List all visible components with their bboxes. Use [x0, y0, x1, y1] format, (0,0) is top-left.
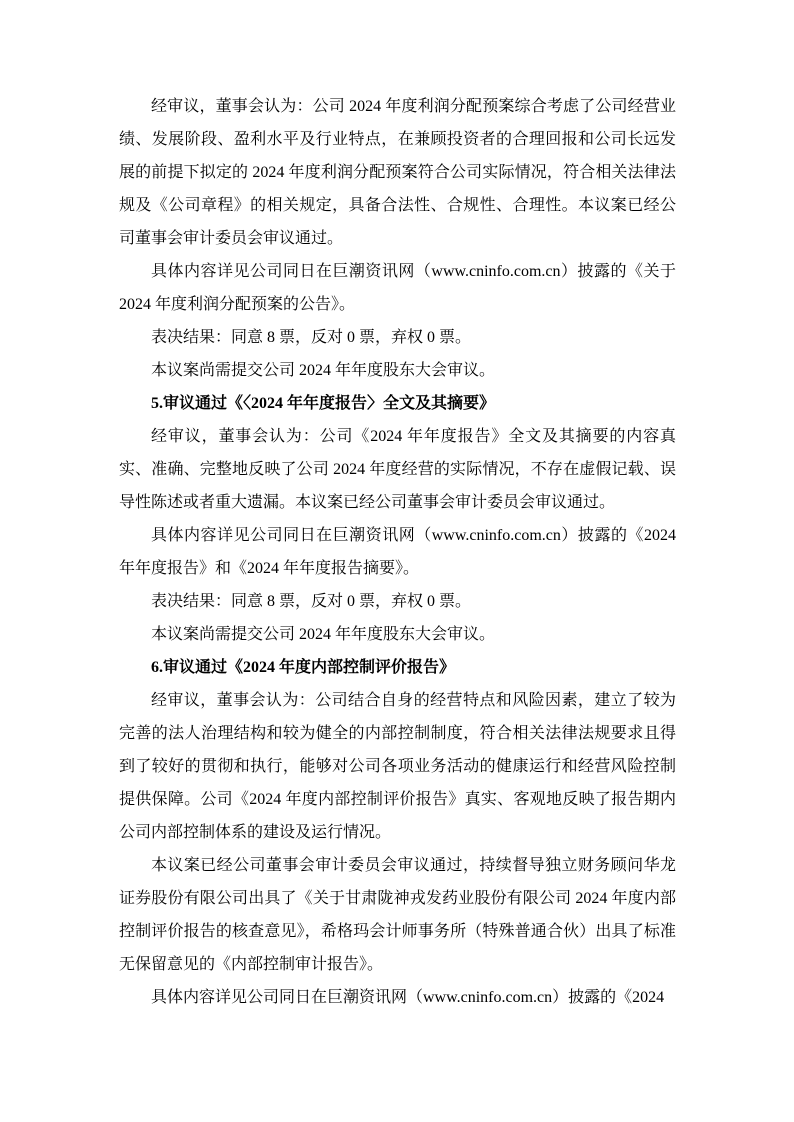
- paragraph-annual-report-opinion: 经审议，董事会认为：公司《2024 年年度报告》全文及其摘要的内容真实、准确、完整地反映了公司 2024 年度经营的实际情况，不存在虚假记载、误导性陈述或者重大遗漏。本议案已经公司董事会审计委员会审议通过。: [119, 428, 676, 511]
- paragraph-submit-to-shareholders-item4: 本议案尚需提交公司 2024 年年度股东大会审议。: [151, 362, 496, 379]
- paragraph-vote-result-item4: 表决结果：同意 8 票，反对 0 票，弃权 0 票。: [151, 329, 472, 346]
- section-heading-item5-annual-report: 5.审议通过《〈2024 年年度报告〉全文及其摘要》: [151, 395, 496, 412]
- paragraph-internal-control-audit: 本议案已经公司董事会审计委员会审议通过，持续督导独立财务顾问华龙证券股份有限公司出具了《关于甘肃陇神戎发药业股份有限公司 2024 年度内部控制评价报告的核查意见》，希格玛会计师事务所（特殊普通合伙）出具了标准无保留意见的《内部控制审计报告》。: [119, 857, 676, 973]
- paragraph-disclosure-internal-control-truncated: 具体内容详见公司同日在巨潮资讯网（www.cninfo.com.cn）披露的《2024: [151, 989, 665, 1006]
- paragraph-vote-result-item5: 表决结果：同意 8 票，反对 0 票，弃权 0 票。: [151, 593, 472, 610]
- paragraph-internal-control-opinion: 经审议，董事会认为：公司结合自身的经营特点和风险因素，建立了较为完善的法人治理结构和较为健全的内部控制制度，符合相关法律法规要求且得到了较好的贯彻和执行，能够对公司各项业务活动的健康运行和经营风险控制提供保障。公司《2024 年度内部控制评价报告》真实、客观地反映了报告期内公司内部控制体系的建设及运行情况。: [119, 692, 676, 841]
- paragraph-profit-distribution-opinion: 经审议，董事会认为：公司 2024 年度利润分配预案综合考虑了公司经营业绩、发展阶段、盈利水平及行业特点，在兼顾投资者的合理回报和公司长远发展的前提下拟定的 2024 年度利润分配预案符合公司实际情况，符合相关法律法规及《公司章程》的相关规定，具备合法性、合规性、合理性。本议案已经公司董事会审计委员会审议通过。: [119, 98, 676, 247]
- paragraph-submit-to-shareholders-item5: 本议案尚需提交公司 2024 年年度股东大会审议。: [151, 626, 496, 643]
- section-heading-item6-internal-control: 6.审议通过《2024 年度内部控制评价报告》: [151, 659, 456, 676]
- paragraph-disclosure-annual-report: 具体内容详见公司同日在巨潮资讯网（www.cninfo.com.cn）披露的《2024 年年度报告》和《2024 年年度报告摘要》。: [119, 527, 676, 577]
- paragraph-disclosure-profit-distribution: 具体内容详见公司同日在巨潮资讯网（www.cninfo.com.cn）披露的《关于 2024 年度利润分配预案的公告》。: [119, 263, 676, 313]
